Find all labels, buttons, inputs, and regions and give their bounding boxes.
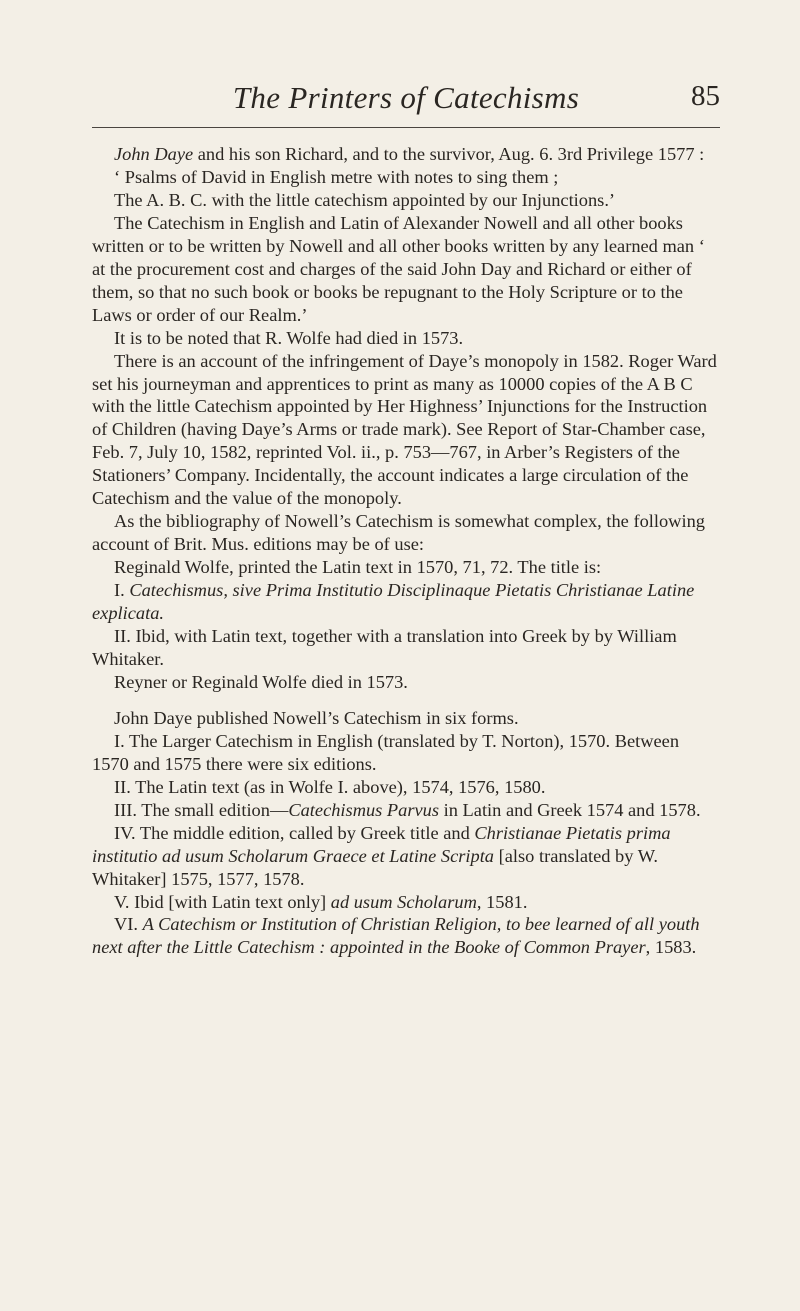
paragraph: II. The Latin text (as in Wolfe I. above), 1574, 1576, 1580. — [114, 776, 546, 797]
paragraph: It is to be noted that R. Wolfe had died in 1573. — [114, 327, 464, 348]
title-italic: Catechismus, sive Prima Institutio Disciplinaque Pietatis Christianae Latine explicata. — [92, 580, 695, 624]
paragraph: Reyner or Reginald Wolfe died in 1573. — [114, 671, 408, 692]
paragraph: ‘ Psalms of David in English metre with notes to sing them ; — [114, 166, 559, 187]
paragraph — [92, 891, 720, 914]
name-john-daye: John Daye — [114, 144, 194, 164]
paragraph: As the bibliography of Nowell’s Catechism is somewhat complex, the following account of Brit. Mus. editions may be of use: — [92, 511, 705, 555]
paragraph: John Daye published Nowell’s Catechism in six forms. — [114, 707, 519, 728]
paragraph: The Catechism in English and Latin of Alexander Nowell and all other books written or to be written by Nowell and all other books written by any learned man ‘ at the procurement cost and charges of the said John Day and Richard or either of them, so that no such book or books be repugnant to the Holy Scripture or to the Laws or order of our Realm.’ — [92, 212, 705, 325]
title-italic: A Catechism or Institution of Christian Religion, to bee learned of all youth next after the Little Catechism : appointed in the Booke of Common Prayer — [92, 914, 700, 958]
page-header — [92, 72, 720, 120]
text: , 1583. — [645, 937, 697, 958]
paragraph: Reginald Wolfe, printed the Latin text in 1570, 71, 72. The title is: — [114, 557, 602, 578]
page-body — [92, 143, 720, 959]
text: V. Ibid [with Latin text only] — [114, 891, 331, 912]
text: III. The small edition— — [114, 799, 289, 820]
paragraph — [92, 913, 720, 959]
paragraph — [92, 143, 720, 166]
text: in Latin and Greek 1574 and 1578. — [439, 799, 701, 820]
text: I. — [114, 580, 130, 601]
paragraph — [92, 799, 720, 822]
title-italic: ad usum Scholarum — [330, 891, 477, 912]
text: [also translated by W. Whitaker] 1575, 1577, 1578. — [92, 845, 658, 889]
paragraph: I. The Larger Catechism in English (translated by T. Norton), 1570. Between 1570 and 1575 there were six editions. — [92, 730, 680, 774]
header-rule — [92, 127, 720, 128]
paragraph — [92, 822, 720, 891]
title-italic: Christianae Pietatis prima institutio ad usum Scholarum Graece et Latine Scripta — [92, 822, 671, 866]
paragraph: There is an account of the infringement of Daye’s monopoly in 1582. Roger Ward set his journeyman and apprentices to print as many as 10000 copies of the A B C with the little Catechism appointed by Her Highness’ Injunctions for the Instruction of Children (having Daye’s Arms or trade mark). See Report of Star-Chamber case, Feb. 7, July 10, 1582, reprinted Vol. ii., p. 753—767, in Arber’s Registers of the Stationers’ Company. Incidentally, the account indicates a large circulation of the Catechism and the value of the monopoly. — [92, 350, 717, 509]
title-italic: Catechismus Parvus — [288, 799, 440, 820]
page-number: 85 — [691, 80, 720, 112]
paragraph: The A. B. C. with the little catechism appointed by our Injunctions.’ — [114, 189, 616, 210]
text: and his son Richard, and to the survivor, Aug. 6. 3rd Privilege 1577 : — [193, 144, 705, 164]
running-title: The Printers of Catechisms — [232, 80, 580, 115]
text: VI. — [114, 914, 143, 935]
paragraph: II. Ibid, with Latin text, together with a translation into Greek by by William Whitaker. — [92, 626, 677, 669]
text: , 1581. — [476, 891, 528, 912]
text: IV. The middle edition, called by Greek title and — [114, 822, 475, 843]
paragraph — [92, 579, 720, 625]
